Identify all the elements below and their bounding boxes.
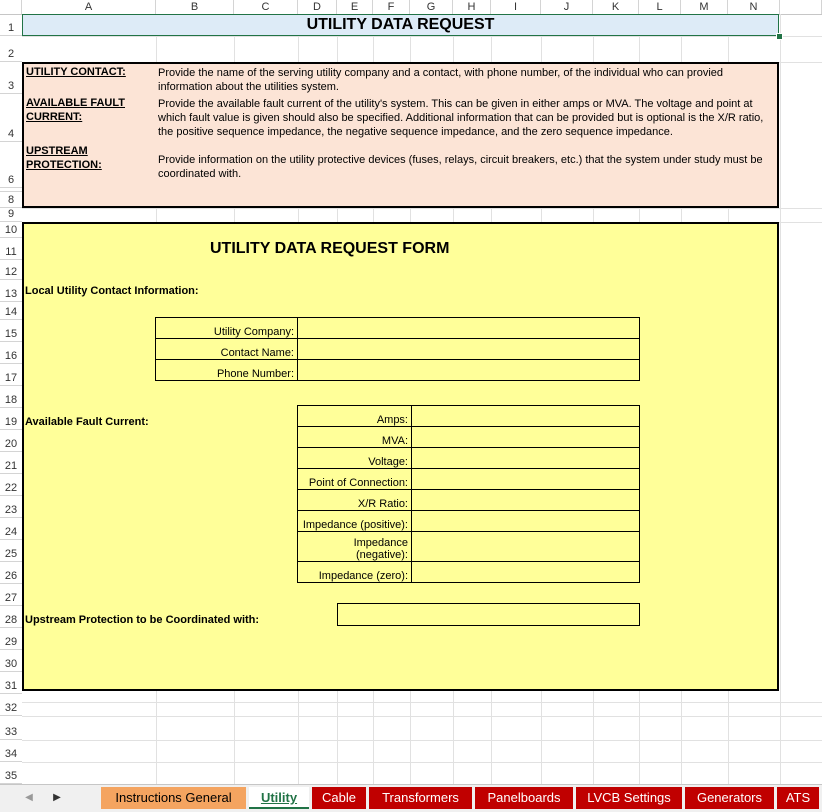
table-row <box>298 448 640 469</box>
tab-transformers[interactable]: Transformers <box>369 787 472 809</box>
utility-contact-label: UTILITY CONTACT: <box>26 66 126 78</box>
row-header[interactable]: 30 <box>0 650 22 672</box>
row-header[interactable]: 29 <box>0 628 22 650</box>
row-header[interactable]: 14 <box>0 302 22 320</box>
row-header[interactable]: 31 <box>0 672 22 694</box>
fault-label-line1: AVAILABLE FAULT <box>26 97 125 109</box>
row-header[interactable]: 2 <box>0 36 22 62</box>
form-title: UTILITY DATA REQUEST FORM <box>210 240 450 257</box>
col-header-h[interactable]: H <box>453 0 491 14</box>
row-header[interactable]: 16 <box>0 342 22 364</box>
row-header[interactable]: 6 <box>0 142 22 188</box>
col-header-c[interactable]: C <box>234 0 298 14</box>
row-header[interactable]: 26 <box>0 562 22 584</box>
col-header-g[interactable]: G <box>410 0 453 14</box>
col-header-e[interactable]: E <box>337 0 373 14</box>
col-header-l[interactable]: L <box>639 0 681 14</box>
impedance-zero-input[interactable] <box>412 562 640 583</box>
row-header[interactable]: 18 <box>0 386 22 408</box>
amps-input[interactable] <box>412 406 640 427</box>
utility-contact-text: Provide the name of the serving utility company and a contact, with phone number, of the individual who can provied information about the utilities system. <box>158 67 724 93</box>
impedance-negative-label: Impedance (negative): <box>298 532 412 562</box>
impedance-negative-input[interactable] <box>412 532 640 562</box>
row-header[interactable]: 10 <box>0 222 22 238</box>
row-header[interactable]: 13 <box>0 280 22 302</box>
row-header[interactable]: 4 <box>0 94 22 142</box>
tab-scroll-right-icon[interactable]: ▶ <box>53 792 61 803</box>
row-header[interactable]: 17 <box>0 364 22 386</box>
phone-number-input[interactable] <box>298 360 640 381</box>
col-header-i[interactable]: I <box>491 0 541 14</box>
xr-ratio-label: X/R Ratio: <box>298 490 412 511</box>
col-header-m[interactable]: M <box>681 0 728 14</box>
row-header[interactable]: 20 <box>0 430 22 452</box>
amps-label: Amps: <box>298 406 412 427</box>
table-row <box>298 562 640 583</box>
row-header[interactable]: 27 <box>0 584 22 606</box>
table-row <box>156 339 640 360</box>
upstream-label-line2: PROTECTION: <box>26 159 102 171</box>
contact-name-input[interactable] <box>298 339 640 360</box>
row-header[interactable]: 21 <box>0 452 22 474</box>
row-header[interactable]: 23 <box>0 496 22 518</box>
row-header[interactable]: 28 <box>0 606 22 628</box>
table-row <box>298 511 640 532</box>
column-header-bar <box>0 0 822 15</box>
mva-label: MVA: <box>298 427 412 448</box>
upstream-label-line1: UPSTREAM <box>26 145 88 157</box>
utility-company-label: Utility Company: <box>156 318 298 339</box>
row-header[interactable]: 8 <box>0 192 22 208</box>
tab-generators[interactable]: Generators <box>685 787 774 809</box>
tab-lvcb-settings[interactable]: LVCB Settings <box>576 787 682 809</box>
contact-table <box>155 317 640 381</box>
title-cell[interactable] <box>22 14 779 36</box>
fault-table <box>297 405 640 583</box>
tab-instructions-general[interactable]: Instructions General <box>101 787 246 809</box>
tab-scroll-left-icon[interactable]: ◀ <box>25 792 33 803</box>
impedance-zero-label: Impedance (zero): <box>298 562 412 583</box>
page-title: UTILITY DATA REQUEST <box>306 16 495 33</box>
impedance-positive-label: Impedance (positive): <box>298 511 412 532</box>
table-row <box>298 532 640 562</box>
col-header-extra <box>780 0 822 14</box>
tab-utility[interactable]: Utility <box>249 787 309 809</box>
row-header[interactable]: 25 <box>0 540 22 562</box>
fault-text: Provide the available fault current of the utility's system. This can be given in either amps or MVA. The voltage and point at which fault value is given should also be specified. Additional information that can be provided but is optional is the X/R ratio, the positive sequence impedance, the negative sequence impedance, and the zero sequence impedance. <box>158 98 764 138</box>
col-header-k[interactable]: K <box>593 0 639 14</box>
mva-input[interactable] <box>412 427 640 448</box>
upstream-protection-input[interactable] <box>337 603 640 626</box>
col-header-j[interactable]: J <box>541 0 593 14</box>
tab-ats[interactable]: ATS <box>777 787 819 809</box>
impedance-positive-input[interactable] <box>412 511 640 532</box>
tab-cable[interactable]: Cable <box>312 787 366 809</box>
xr-ratio-input[interactable] <box>412 490 640 511</box>
row-header[interactable]: 24 <box>0 518 22 540</box>
utility-company-input[interactable] <box>298 318 640 339</box>
table-row <box>298 427 640 448</box>
row-header[interactable]: 34 <box>0 740 22 762</box>
row-header[interactable]: 35 <box>0 762 22 784</box>
col-header-b[interactable]: B <box>156 0 234 14</box>
table-row <box>298 469 640 490</box>
row-header[interactable]: 33 <box>0 716 22 740</box>
contact-section-label: Local Utility Contact Information: <box>25 285 199 297</box>
row-header[interactable]: 9 <box>0 208 22 222</box>
tab-panelboards[interactable]: Panelboards <box>475 787 573 809</box>
voltage-label: Voltage: <box>298 448 412 469</box>
col-header-d[interactable]: D <box>298 0 337 14</box>
voltage-input[interactable] <box>412 448 640 469</box>
instructions-box <box>22 62 779 208</box>
row-header[interactable]: 19 <box>0 408 22 430</box>
table-row <box>156 318 640 339</box>
row-header[interactable]: 32 <box>0 694 22 716</box>
contact-name-label: Contact Name: <box>156 339 298 360</box>
col-header-f[interactable]: F <box>373 0 410 14</box>
fault-section-label: Available Fault Current: <box>25 416 149 428</box>
row-header[interactable]: 3 <box>0 62 22 94</box>
select-all-corner[interactable] <box>0 0 22 14</box>
table-row <box>298 490 640 511</box>
fault-label-line2: CURRENT: <box>26 111 83 123</box>
phone-number-label: Phone Number: <box>156 360 298 381</box>
table-row <box>156 360 640 381</box>
row-header[interactable]: 15 <box>0 320 22 342</box>
table-row <box>298 406 640 427</box>
col-header-n[interactable]: N <box>728 0 780 14</box>
row-header[interactable]: 11 <box>0 238 22 260</box>
fill-handle[interactable] <box>776 33 783 40</box>
row-header[interactable]: 1 <box>0 14 22 36</box>
row-header[interactable]: 12 <box>0 260 22 280</box>
upstream-section-label: Upstream Protection to be Coordinated with: <box>25 614 260 626</box>
point-of-connection-input[interactable] <box>412 469 640 490</box>
upstream-text: Provide information on the utility protective devices (fuses, relays, circuit breakers, etc.) that the system under study must be coordinated with. <box>158 154 763 180</box>
row-header[interactable]: 22 <box>0 474 22 496</box>
sheet-tab-bar <box>0 784 822 812</box>
col-header-a[interactable]: A <box>22 0 156 14</box>
point-of-connection-label: Point of Connection: <box>298 469 412 490</box>
